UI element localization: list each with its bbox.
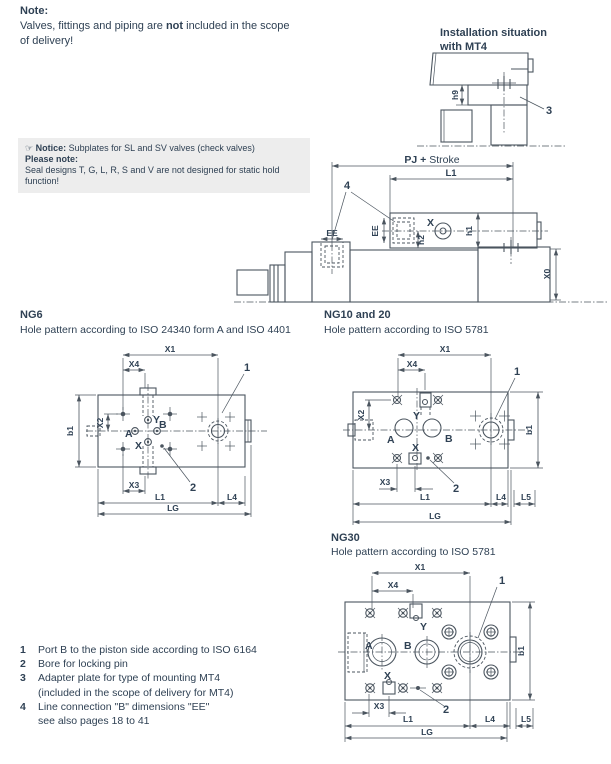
legend — [20, 643, 340, 728]
lg-dimension — [98, 445, 251, 517]
l5-dimension — [514, 490, 535, 507]
dim-label-x1: X1 — [164, 344, 176, 354]
legend-item-text: Line connection "B" dimensions "EE" — [38, 700, 210, 713]
dim-label-l1: L1 — [445, 168, 457, 179]
dim-label-l1: L1 — [403, 714, 413, 724]
x0-dimension — [542, 249, 561, 300]
port-x-boss — [409, 442, 421, 464]
ref-2-callout — [420, 690, 449, 716]
legend-item — [20, 643, 340, 657]
b1-dimension — [512, 602, 535, 700]
notice-label: Notice: — [35, 143, 67, 153]
legend-item-number: 1 — [20, 644, 26, 656]
ng6-title: NG6 — [20, 309, 43, 321]
pj-stroke-dimension — [332, 154, 513, 247]
port-x-boss — [383, 670, 395, 694]
port-x — [427, 217, 451, 239]
dim-label-lg: LG — [429, 511, 441, 521]
port-a — [125, 428, 138, 440]
ng30-drawing — [340, 560, 611, 755]
machine-base-block — [441, 110, 472, 142]
l1-dimension — [98, 469, 218, 517]
h2-dimension — [416, 231, 426, 248]
note-line-2: of delivery! — [20, 35, 74, 47]
dim-label-h2: h2 — [416, 235, 426, 245]
dim-label-l4: L4 — [496, 492, 506, 502]
port-b-label: B — [404, 640, 412, 652]
notice-body-1: Seal designs T, G, L, R, S and V are not designed for static hold — [25, 165, 280, 175]
notice-text: Subplates for SL and SV valves (check valves) — [66, 143, 255, 153]
ng10-20-title: NG10 and 20 — [324, 309, 391, 321]
dim-label-b1: b1 — [65, 426, 75, 436]
port-b-label: B — [445, 433, 453, 445]
dim-label-l1: L1 — [155, 492, 165, 502]
l1-dimension — [390, 168, 513, 213]
port-1 — [479, 413, 503, 447]
ref-2-callout — [430, 460, 459, 495]
mounting-studs — [492, 72, 516, 134]
note-line-1: Valves, fittings and piping are not included in the scope — [20, 20, 290, 32]
machine-body-top — [430, 53, 533, 85]
dim-label-x3: X3 — [128, 480, 140, 490]
port-x-label: X — [412, 442, 420, 454]
ng30-title: NG30 — [331, 532, 360, 544]
legend-item-continuation — [20, 686, 340, 700]
port-a-label: A — [387, 434, 395, 446]
top-bolt-holes — [365, 608, 442, 618]
bottom-bolt-holes — [365, 683, 442, 693]
ee-side-dimension — [370, 218, 384, 243]
legend-item-number: 2 — [20, 658, 26, 671]
dim-label-l5: L5 — [521, 492, 531, 502]
ng10-20-drawing — [335, 342, 611, 527]
x2-dimension — [356, 400, 391, 430]
mounting-studs — [498, 237, 524, 264]
plus-marks — [197, 412, 235, 451]
x4-dimension — [398, 359, 425, 390]
ref-1-label: 1 — [244, 362, 251, 374]
dim-label-ee-top: EE — [326, 228, 338, 238]
ref-2-label: 2 — [453, 483, 460, 495]
dim-label-pj-stroke: PJ + Stroke — [404, 154, 460, 166]
dim-label-x4: X4 — [128, 359, 140, 369]
port-x — [135, 439, 151, 452]
pointing-hand-icon: ☞ — [25, 143, 34, 153]
l4-dimension — [218, 476, 245, 506]
dim-label-lg: LG — [421, 727, 433, 737]
h1-dimension — [464, 213, 478, 248]
dim-label-l5: L5 — [521, 714, 531, 724]
dim-label-x1: X1 — [439, 344, 451, 354]
legend-item — [20, 671, 340, 685]
port-y-label: Y — [420, 621, 428, 633]
legend-item-text: Bore for locking pin — [38, 658, 128, 671]
notice-body-2: function! — [25, 176, 60, 186]
port-x-label: X — [427, 217, 435, 229]
port-y-boss — [413, 393, 431, 422]
port-y — [145, 414, 160, 426]
note-title: Note: — [20, 5, 49, 17]
l1-dimension — [345, 702, 470, 742]
dim-label-b1: b1 — [516, 646, 526, 656]
port-b — [404, 636, 439, 668]
legend-item-number: 4 — [20, 700, 26, 713]
port-b-label: B — [159, 419, 167, 431]
please-note-label: Please note: — [25, 154, 79, 164]
dim-label-ee-side: EE — [370, 225, 380, 237]
x4-dimension — [123, 359, 145, 388]
installation-drawing — [413, 50, 611, 162]
dim-label-l4: L4 — [227, 492, 237, 502]
ng6-drawing — [60, 342, 305, 520]
cylinder-body — [237, 242, 550, 302]
ref-4-label: 4 — [344, 180, 351, 192]
dim-label-x3: X3 — [373, 701, 385, 711]
ref-3-label: 3 — [546, 105, 553, 117]
locking-pin-bore — [426, 456, 430, 460]
x3-dimension — [352, 694, 406, 717]
installation-title: Installation situation with MT4 — [440, 27, 547, 53]
lg-dimension — [353, 470, 511, 525]
ref-1-label: 1 — [499, 575, 506, 587]
dim-label-x4: X4 — [406, 359, 418, 369]
dim-label-l4: L4 — [485, 714, 495, 724]
port-a-label: A — [365, 640, 373, 652]
l5-dimension — [516, 708, 533, 729]
legend-item-number: 3 — [20, 672, 26, 685]
locking-pin-bore — [160, 444, 164, 448]
port-y-label: Y — [413, 410, 421, 422]
port-b — [423, 419, 453, 445]
adapter-plate — [468, 85, 527, 145]
legend-item — [20, 700, 340, 714]
dim-label-lg: LG — [167, 503, 179, 513]
dim-label-x0: X0 — [542, 268, 552, 280]
left-connector — [348, 633, 367, 672]
l4-dimension — [470, 702, 510, 729]
legend-item-text: Port B to the piston side according to ISO 6164 — [38, 644, 257, 656]
ng6-subtitle: Hole pattern according to ISO 24340 form A and ISO 4401 — [20, 324, 291, 336]
ref-1-callout — [222, 362, 250, 413]
ref-2-label: 2 — [190, 482, 197, 494]
ref-2-callout — [164, 448, 196, 494]
port-1 — [208, 418, 228, 444]
port-a — [387, 419, 413, 446]
dim-label-h1: h1 — [464, 226, 474, 236]
port-y-boss — [410, 604, 427, 633]
dim-label-b1: b1 — [524, 425, 534, 435]
dim-label-x2: X2 — [95, 417, 105, 429]
legend-item — [20, 657, 340, 671]
port-x-label: X — [384, 670, 392, 682]
ref-3-callout — [520, 97, 552, 117]
port-y-label: Y — [153, 414, 161, 426]
legend-item-continuation — [20, 714, 340, 728]
port-a-label: A — [125, 428, 133, 440]
ref-2-label: 2 — [443, 704, 450, 716]
ng30-subtitle: Hole pattern according to ISO 5781 — [331, 546, 496, 558]
note-block — [20, 4, 320, 49]
ng10-20-subtitle: Hole pattern according to ISO 5781 — [324, 324, 489, 336]
dim-label-x4: X4 — [387, 580, 399, 590]
dim-label-l1: L1 — [420, 492, 430, 502]
dim-label-x1: X1 — [414, 562, 426, 572]
legend-item-text: Adapter plate for type of mounting MT4 — [38, 672, 221, 685]
port-x-label: X — [135, 440, 143, 452]
dim-label-x2: X2 — [356, 409, 366, 421]
l4-dimension — [491, 470, 508, 507]
l1-dimension — [353, 470, 491, 525]
dim-label-h9: h9 — [450, 90, 460, 100]
legend-item-text: (included in the scope of delivery for MT4) — [38, 686, 234, 699]
cylinder-drawing — [232, 152, 611, 308]
x4-dimension — [372, 580, 413, 608]
ee-top-port — [321, 228, 343, 274]
dim-label-x3: X3 — [379, 477, 391, 487]
legend-item-text: see also pages 18 to 41 — [38, 715, 150, 728]
ref-1-label: 1 — [514, 366, 521, 378]
h9-dimension — [450, 85, 468, 105]
